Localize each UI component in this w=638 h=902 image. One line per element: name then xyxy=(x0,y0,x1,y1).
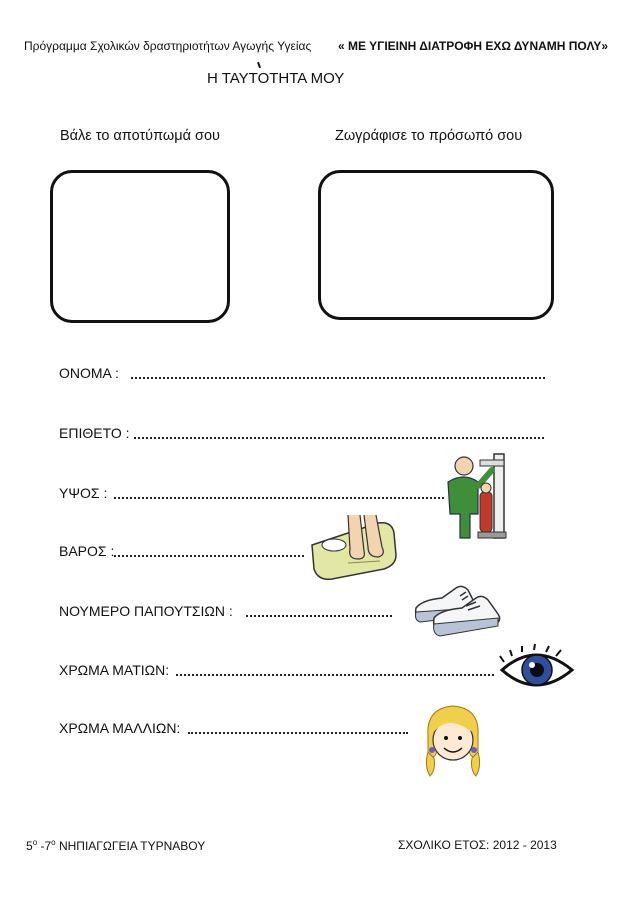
footer-school-year: ΣΧΟΛΙΚΟ ΕΤΟΣ: 2012 - 2013 xyxy=(398,838,557,852)
name-dotted-line xyxy=(131,377,545,379)
shoe-size-label: ΝΟΥΜΕΡΟ ΠΑΠΟΥΤΣΙΩΝ : xyxy=(59,603,233,619)
name-label: ΟΝΟΜΑ : xyxy=(59,365,119,381)
fingerprint-box xyxy=(50,170,230,323)
footer-school-prefix: 5 xyxy=(26,839,33,853)
eye-color-label: ΧΡΩΜΑ ΜΑΤΙΩΝ: xyxy=(59,662,170,678)
hair-color-label: ΧΡΩΜΑ ΜΑΛΛΙΩΝ: xyxy=(59,720,181,736)
height-label: ΥΨΟΣ : xyxy=(59,485,108,501)
hair-color-dotted-line xyxy=(188,732,408,734)
footer-school-text: ΝΗΠΙΑΓΩΓΕΙΑ ΤΥΡΝΑΒΟΥ xyxy=(55,839,206,853)
feet-on-scale-icon xyxy=(308,515,400,581)
weight-label: ΒΑΡΟΣ : xyxy=(59,543,115,559)
face-caption: Ζωγράφισε το πρόσωπό σου xyxy=(335,128,523,144)
fingerprint-caption: Βάλε το αποτύπωμά σου xyxy=(60,128,220,144)
header-program-text: Πρόγραμμα Σχολικών δραστηριοτήτων Αγωγής Υγείας xyxy=(24,39,312,53)
blonde-girl-face-icon xyxy=(418,702,488,778)
sneakers-icon xyxy=(412,578,512,640)
blue-eye-icon xyxy=(498,644,576,696)
footer-ordinal-1: ο xyxy=(32,838,38,847)
footer-school-name xyxy=(26,838,205,853)
footer-school-mid: -7 xyxy=(37,839,52,853)
page-title: Η ΤΑΥΤΟΤΗΤΑ ΜΟΥ xyxy=(207,70,345,87)
eye-color-dotted-line xyxy=(176,674,494,676)
surname-dotted-line xyxy=(134,437,544,439)
weight-dotted-line xyxy=(114,555,304,557)
title-accent-mark xyxy=(257,62,261,68)
footer-ordinal-2: ο xyxy=(51,838,56,847)
face-drawing-box xyxy=(318,170,554,320)
header-project-title: « ΜΕ ΥΓΙΕΙΝΗ ΔΙΑΤΡΟΦΗ ΕΧΩ ΔΥΝΑΜΗ ΠΟΛΥ» xyxy=(338,39,609,53)
doctor-measuring-height-icon xyxy=(440,452,510,540)
height-dotted-line xyxy=(114,497,444,499)
shoe-size-dotted-line xyxy=(246,615,392,617)
surname-label: ΕΠΙΘΕΤΟ : xyxy=(59,425,130,441)
